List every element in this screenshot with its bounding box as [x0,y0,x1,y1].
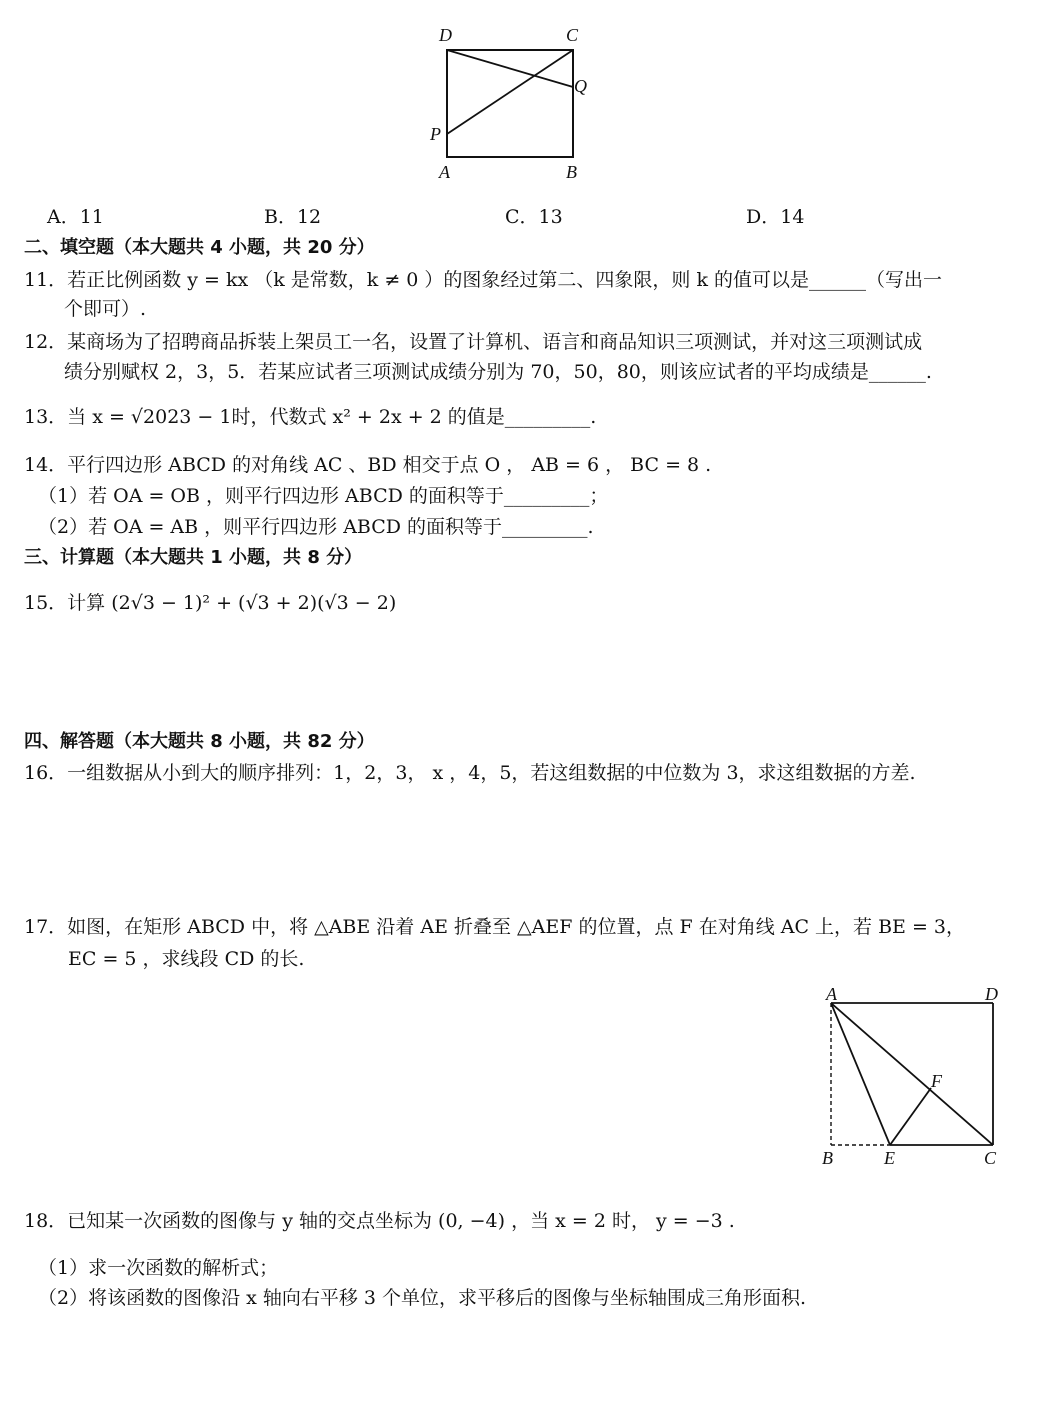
label-q-top: Q [574,76,587,96]
question-11-line2: 个即可）. [64,298,147,320]
question-15: 15．计算 (2√3 − 1)² + (√3 + 2)(√3 − 2) [24,592,397,614]
section3-heading: 三、计算题（本大题共 1 小题，共 8 分） [24,547,363,568]
label-b-top: B [566,162,577,182]
figure-rectangle-fold-drawing [810,985,1025,1170]
choice-c: C．13 [505,206,563,228]
label-c-top: C [566,25,579,45]
label-d-bottom: D [985,984,998,1004]
question-17-line1: 17．如图，在矩形 ABCD 中，将 △ABE 沿着 AE 折叠至 △AEF 的位置，点 F 在对角线 AC 上，若 BE = 3， [24,916,966,938]
question-18-sub2: （2）将该函数的图像沿 x 轴向右平移 3 个单位，求平移后的图像与坐标轴围成三角形面积. [38,1287,807,1309]
label-b-bottom: B [822,1148,833,1168]
section4-heading: 四、解答题（本大题共 8 小题，共 82 分） [24,731,375,752]
question-12-line2: 绩分别赋权 2，3，5．若某应试者三项测试成绩分别为 70，50，80，则该应试者的平均成绩是______. [64,361,932,383]
question-18-line1: 18．已知某一次函数的图像与 y 轴的交点坐标为 (0, −4) ，当 x = 2 时， y = −3 . [24,1210,735,1232]
label-e-bottom: E [884,1148,895,1168]
question-13: 13．当 x = √2023 − 1时，代数式 x² + 2x + 2 的值是_________. [24,406,597,428]
choice-b: B．12 [264,206,322,228]
choice-d: D．14 [746,206,805,228]
label-p-top: P [430,124,441,144]
label-c-bottom: C [984,1148,997,1168]
question-14-sub2: （2）若 OA = AB ，则平行四边形 ABCD 的面积等于_________. [38,516,594,538]
section2-heading: 二、填空题（本大题共 4 小题，共 20 分） [24,237,375,258]
question-16: 16．一组数据从小到大的顺序排列：1，2，3， x ，4，5，若这组数据的中位数为 3，求这组数据的方差. [24,762,916,784]
label-a-top: A [439,162,450,182]
choice-a: A．11 [47,206,104,228]
label-f-bottom: F [931,1071,942,1091]
question-14-sub1: （1）若 OA = OB ，则平行四边形 ABCD 的面积等于_________； [38,485,609,507]
label-d-top: D [439,25,452,45]
question-12-line1: 12．某商场为了招聘商品拆装上架员工一名，设置了计算机、语言和商品知识三项测试，并对这三项测试成 [24,331,923,353]
label-a-bottom: A [826,984,837,1004]
question-14-line1: 14．平行四边形 ABCD 的对角线 AC 、BD 相交于点 O ， AB = 6 ， BC = 8 . [24,454,712,476]
question-17-line2: EC = 5 ，求线段 CD 的长. [68,948,305,970]
question-18-sub1: （1）求一次函数的解析式； [38,1257,279,1279]
question-11-line1: 11．若正比例函数 y = kx （k 是常数，k ≠ 0 ）的图象经过第二、四象限，则 k 的值可以是______（写出一 [24,269,943,291]
